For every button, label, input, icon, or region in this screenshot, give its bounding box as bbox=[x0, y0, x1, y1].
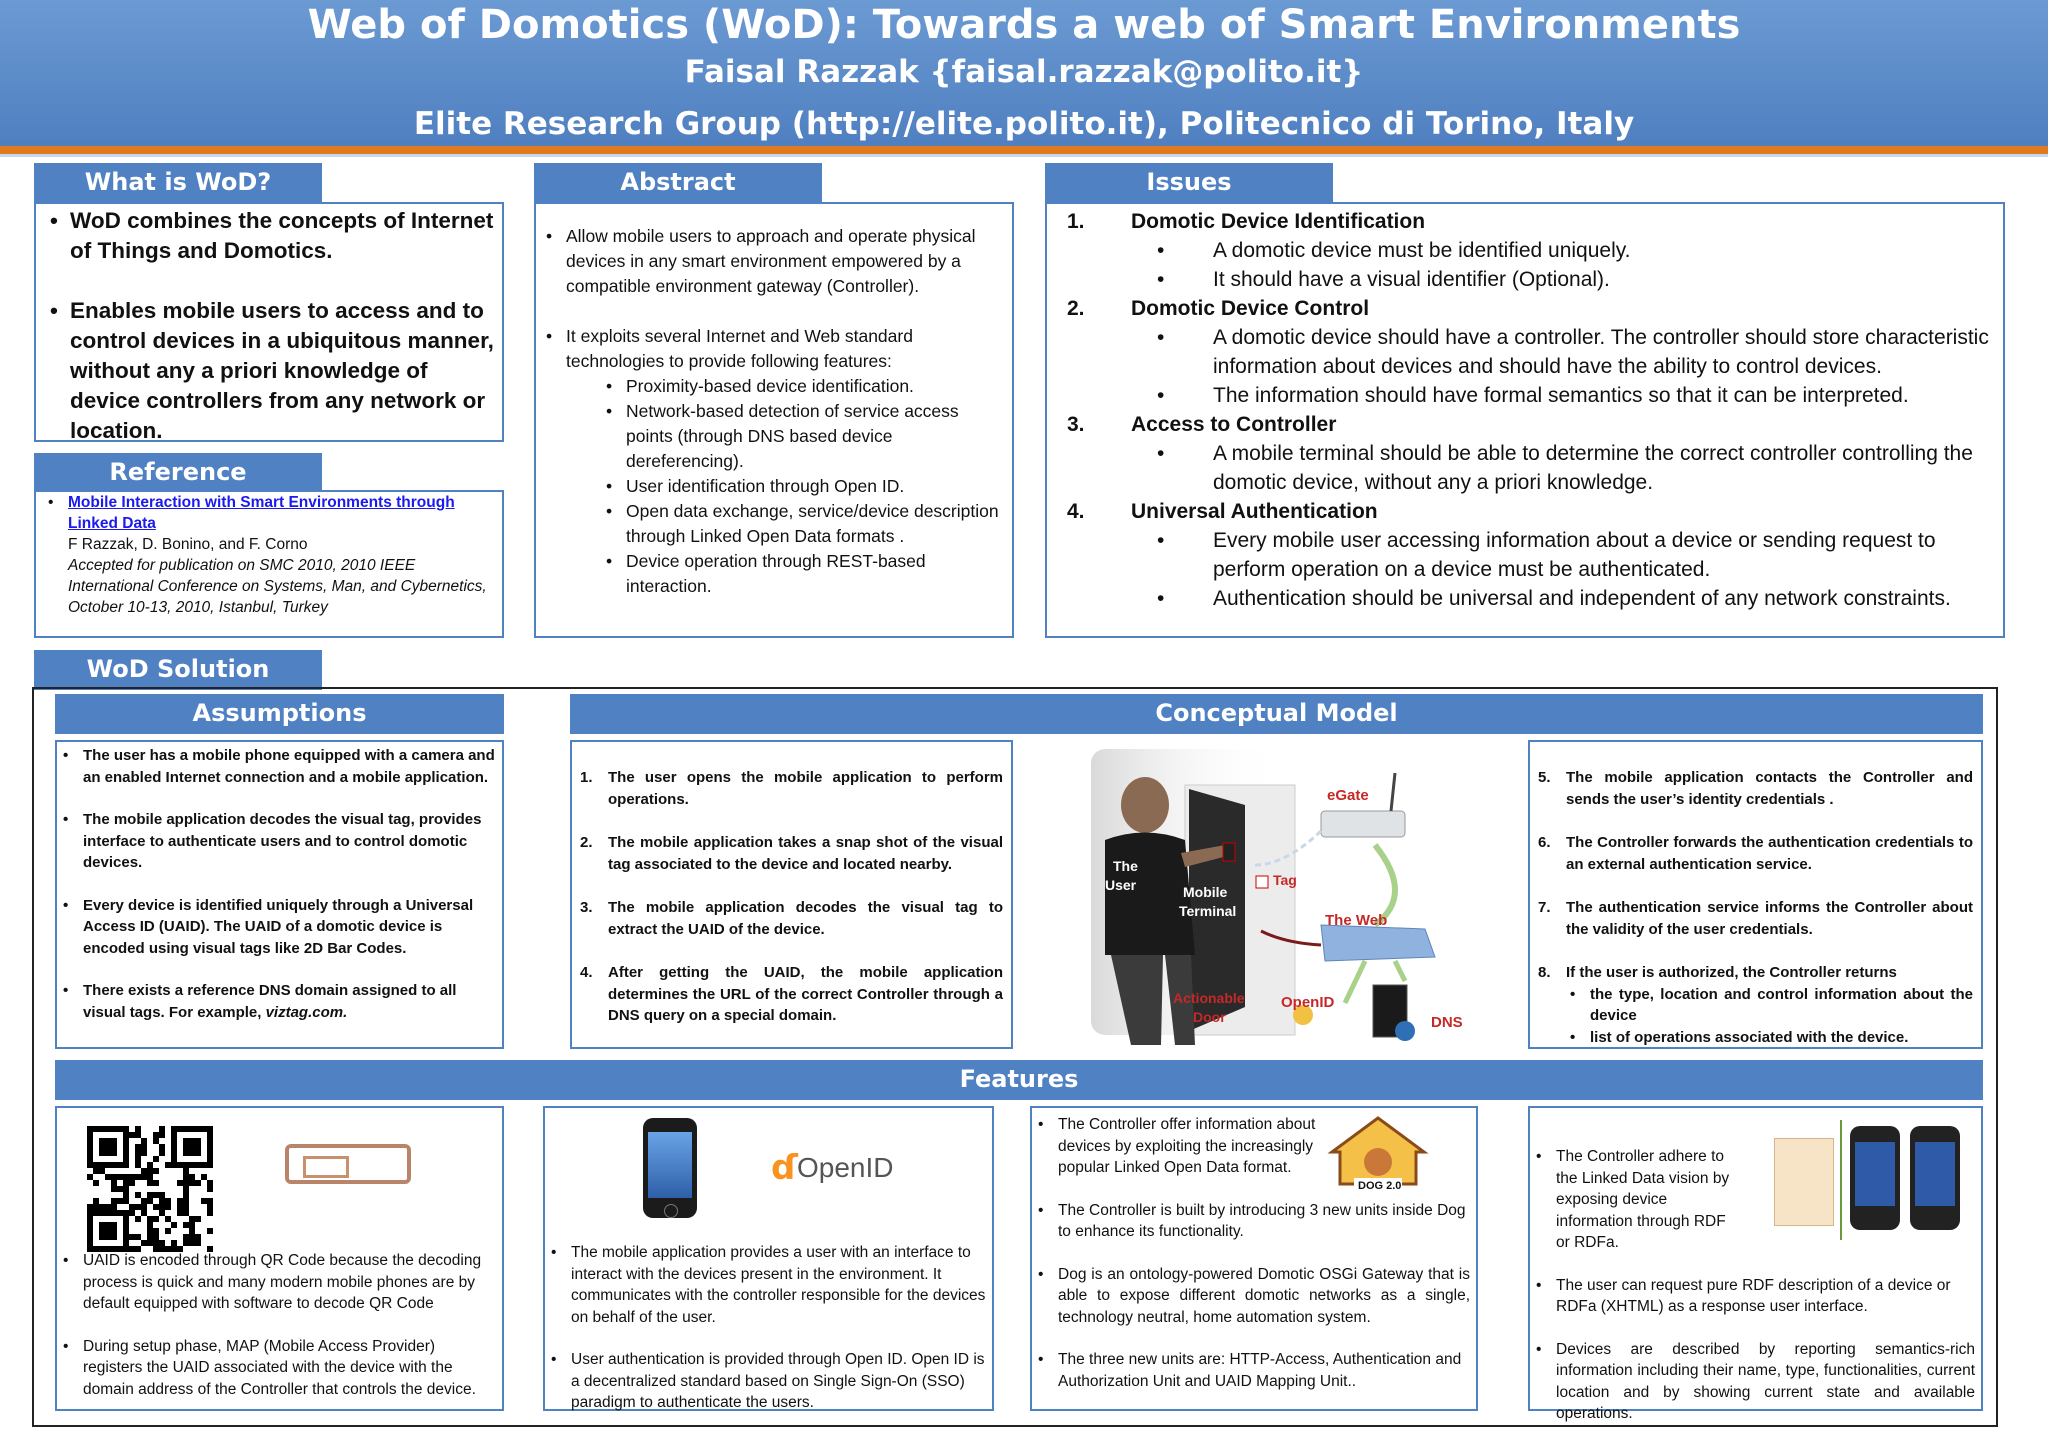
reference-item bbox=[42, 492, 496, 618]
abstract-feature-3: • User identification through Open ID. bbox=[602, 474, 1004, 499]
what-is-heading: What is WoD? bbox=[34, 163, 322, 203]
model-step-8-sub-1: • the type, location and control information about the device bbox=[1566, 984, 1973, 1027]
web-cloud bbox=[1321, 925, 1435, 961]
model-step-8-sub-2: • list of operations associated with the device. bbox=[1566, 1027, 1973, 1049]
issue-4-sub-1: • Every mobile user accessing information about a device or sending request to perform operation on a device must be authenticated. bbox=[1047, 526, 1997, 584]
label-web: The Web bbox=[1325, 912, 1388, 929]
issue-4 bbox=[1047, 497, 1997, 526]
feature-3-item-1: • The Controller is built by introducing 3 new units inside Dog to enhance its functionality. bbox=[1032, 1200, 1470, 1243]
feature-4-item-top: • The Controller adhere to the Linked Data vision by exposing device information through RDF or RDFa. bbox=[1530, 1146, 1975, 1254]
reference-venue: Accepted for publication on SMC 2010, 2010 IEEE International Conference on Systems, Man, and Cybernetics, October 10-13, 2010, Istanbul, Turkey bbox=[68, 557, 487, 616]
model-step-6-text: The Controller forwards the authentication credentials to an external authentication service. bbox=[1566, 834, 1973, 873]
model-step-5 bbox=[1534, 767, 1973, 810]
model-step-1 bbox=[576, 767, 1003, 810]
model-step-3 bbox=[576, 897, 1003, 940]
label-door-line1: Actionable bbox=[1173, 990, 1245, 1006]
feature-2-item-2: • User authentication is provided through Open ID. Open ID is a decentralized standard based on Single Sign-On (SSO) paradigm to authenticate the users. bbox=[545, 1349, 986, 1414]
model-step-4-number: 4. bbox=[580, 964, 593, 981]
person-head bbox=[1121, 777, 1169, 833]
openid-logo-mark: ɗ bbox=[771, 1148, 798, 1188]
rfid-tag-coil bbox=[303, 1156, 349, 1178]
issue-4-title: Universal Authentication bbox=[1131, 500, 1378, 523]
model-step-5-number: 5. bbox=[1538, 769, 1551, 786]
issue-3-number: 3. bbox=[1067, 413, 1085, 436]
feature-1-item-1: • UAID is encoded through QR Code because the decoding process is quick and many modern mobile phones are by default equipped with software to decode QR Code bbox=[57, 1250, 496, 1315]
model-step-6-number: 6. bbox=[1538, 834, 1551, 851]
assumption-2: • The mobile application decodes the visual tag, provides interface to authenticate users and to control domotic devices. bbox=[57, 809, 496, 874]
model-step-7-number: 7. bbox=[1538, 899, 1551, 916]
what-is-item-2: • Enables mobile users to access and to control devices in a ubiquitous manner, without any a priori knowledge of device controllers from any network or location. bbox=[44, 296, 494, 446]
reference-heading: Reference bbox=[34, 453, 322, 493]
issue-1-title: Domotic Device Identification bbox=[1131, 210, 1426, 233]
abstract-feature-4: • Open data exchange, service/device description through Linked Open Data formats . bbox=[602, 499, 1004, 549]
mobile-terminal-shape bbox=[1223, 843, 1235, 861]
poster-header bbox=[0, 0, 2048, 148]
egate-router bbox=[1321, 811, 1405, 837]
dog-logo-text: DOG 2.0 bbox=[1358, 1180, 1402, 1192]
label-tag: Tag bbox=[1273, 872, 1297, 888]
model-step-1-text: The user opens the mobile application to perform operations. bbox=[608, 769, 1003, 808]
assumption-3: • Every device is identified uniquely through a Universal Access ID (UAID). The UAID of a domotic device is encoded using visual tags like 2D Bar Codes. bbox=[57, 895, 496, 960]
feature-3-item-top: • The Controller offer information about devices by exploiting the increasingly popular Linked Open Data format. bbox=[1032, 1114, 1470, 1179]
abstract-item-2-text: • It exploits several Internet and Web standard technologies to provide following features: bbox=[566, 326, 913, 371]
issue-3-title: Access to Controller bbox=[1131, 413, 1337, 436]
features-col-2 bbox=[543, 1106, 994, 1411]
abstract-item-2 bbox=[540, 324, 1004, 599]
issues-box bbox=[1045, 202, 2005, 638]
model-step-7 bbox=[1534, 897, 1973, 940]
issue-4-sub-2: • Authentication should be universal and independent of any network constraints. bbox=[1047, 584, 1997, 613]
model-step-3-number: 3. bbox=[580, 899, 593, 916]
issue-2-sub-1: • A domotic device should have a controller. The controller should store characteristic information about devices and should have the ability to control devices. bbox=[1047, 323, 1997, 381]
tag-shape bbox=[1256, 876, 1268, 888]
abstract-box bbox=[534, 202, 1014, 638]
model-step-7-text: The authentication service informs the Controller about the validity of the user credentials. bbox=[1566, 899, 1973, 938]
abstract-item-1: • Allow mobile users to approach and operate physical devices in any smart environment empowered by a compatible environment gateway (Controller). bbox=[540, 224, 1004, 299]
model-diagram bbox=[1085, 745, 1525, 1045]
link-web-openid bbox=[1345, 961, 1365, 1003]
assumption-4-text: There exists a reference DNS domain assigned to all visual tags. For example, bbox=[83, 982, 457, 1021]
what-is-item-1: • WoD combines the concepts of Internet of Things and Domotics. bbox=[44, 206, 494, 266]
label-terminal-line2: Terminal bbox=[1179, 903, 1237, 919]
model-step-2-number: 2. bbox=[580, 834, 593, 851]
feature-2-item-1: • The mobile application provides a user with an interface to interact with the devices present in the environment. It communicates with the controller responsible for the devices on behalf of the user. bbox=[545, 1242, 986, 1328]
model-step-5-text: The mobile application contacts the Controller and sends the user’s identity credentials . bbox=[1566, 769, 1973, 808]
abstract-feature-1: • Proximity-based device identification. bbox=[602, 374, 1004, 399]
feature-4-item-2: • Devices are described by reporting semantics-rich information including their name, type, functionalities, current location and by showing current state and available operations. bbox=[1530, 1339, 1975, 1425]
model-step-8-text: If the user is authorized, the Controller returns bbox=[1566, 964, 1897, 981]
header-divider bbox=[0, 146, 2048, 154]
assumption-1: • The user has a mobile phone equipped with a camera and an enabled Internet connection and a mobile application. bbox=[57, 745, 496, 788]
label-door-line2: Door bbox=[1193, 1009, 1226, 1025]
issue-1 bbox=[1047, 207, 1997, 236]
issue-1-sub-1: • A domotic device must be identified uniquely. bbox=[1047, 236, 1997, 265]
abstract-heading: Abstract bbox=[534, 163, 822, 203]
model-heading: Conceptual Model bbox=[570, 694, 1983, 734]
feature-3-item-2: • Dog is an ontology-powered Domotic OSGi Gateway that is able to expose different domotic networks as a single, technology neutral, home automation system. bbox=[1032, 1264, 1470, 1329]
assumptions-heading: Assumptions bbox=[55, 694, 504, 734]
abstract-feature-5: • Device operation through REST-based interaction. bbox=[602, 549, 1004, 599]
features-heading: Features bbox=[55, 1060, 1983, 1100]
reference-link[interactable]: Mobile Interaction with Smart Environments through Linked Data bbox=[68, 494, 455, 532]
model-steps-right bbox=[1528, 740, 1983, 1049]
issue-4-number: 4. bbox=[1067, 500, 1085, 523]
iphone-icon bbox=[643, 1118, 697, 1218]
issue-1-number: 1. bbox=[1067, 210, 1085, 233]
model-step-2 bbox=[576, 832, 1003, 875]
issue-3-sub-1: • A mobile terminal should be able to determine the correct controller controlling the domotic device, without any a priori knowledge. bbox=[1047, 439, 1997, 497]
iphone-home-button bbox=[664, 1204, 678, 1218]
rfid-tag-icon bbox=[285, 1144, 411, 1184]
issue-2-sub-2: • The information should have formal semantics so that it can be interpreted. bbox=[1047, 381, 1997, 410]
feature-4-item-1: • The user can request pure RDF description of a device or RDFa (XHTML) as a response user interface. bbox=[1530, 1275, 1975, 1318]
reference-box bbox=[34, 490, 504, 638]
header-divider-light bbox=[0, 154, 2048, 157]
assumption-4-example: viztag.com. bbox=[265, 1003, 348, 1021]
dns-globe bbox=[1395, 1021, 1415, 1041]
feature-3-item-3: • The three new units are: HTTP-Access, Authentication and Authorization Unit and UAID Mapping Unit.. bbox=[1032, 1349, 1470, 1392]
label-terminal-line1: Mobile bbox=[1183, 884, 1228, 900]
model-step-8 bbox=[1534, 962, 1973, 1048]
model-step-6 bbox=[1534, 832, 1973, 875]
poster-author: Faisal Razzak {faisal.razzak@polito.it} bbox=[684, 54, 1364, 90]
label-user-line2: User bbox=[1105, 877, 1137, 893]
issue-1-sub-2: • It should have a visual identifier (Optional). bbox=[1047, 265, 1997, 294]
poster-affiliation: Elite Research Group (http://elite.polito.it), Politecnico di Torino, Italy bbox=[413, 106, 1635, 142]
solution-heading: WoD Solution bbox=[34, 650, 322, 690]
issue-2-number: 2. bbox=[1067, 297, 1085, 320]
issue-2 bbox=[1047, 294, 1997, 323]
model-step-4-text: After getting the UAID, the mobile application determines the URL of the correct Controller through a DNS query on a special domain. bbox=[608, 964, 1003, 1024]
model-steps-left bbox=[570, 740, 1013, 1049]
link-web-dns bbox=[1395, 961, 1405, 981]
qr-code-icon bbox=[87, 1126, 213, 1252]
assumption-4 bbox=[57, 980, 496, 1023]
openid-logo-text: OpenID bbox=[797, 1152, 894, 1183]
abstract-feature-2: • Network-based detection of service access points (through DNS based device dereferencing). bbox=[602, 399, 1004, 474]
reference-authors: F Razzak, D. Bonino, and F. Corno bbox=[68, 536, 308, 553]
model-step-2-text: The mobile application takes a snap shot of the visual tag associated to the device and located nearby. bbox=[608, 834, 1003, 873]
issues-heading: Issues bbox=[1045, 163, 1333, 203]
label-openid: OpenID bbox=[1281, 994, 1335, 1011]
egate-antenna bbox=[1391, 773, 1395, 811]
assumptions-box bbox=[55, 740, 504, 1049]
model-step-4 bbox=[576, 962, 1003, 1027]
label-dns: DNS bbox=[1431, 1014, 1463, 1031]
feature-1-item-2: • During setup phase, MAP (Mobile Access Provider) registers the UAID associated with the device with the domain address of the Controller that controls the device. bbox=[57, 1336, 496, 1401]
poster-title: Web of Domotics (WoD): Towards a web of Smart Environments bbox=[307, 2, 1741, 48]
openid-logo bbox=[771, 1148, 894, 1188]
issue-3 bbox=[1047, 410, 1997, 439]
iphone-screen bbox=[648, 1132, 692, 1198]
model-step-3-text: The mobile application decodes the visual tag to extract the UAID of the device. bbox=[608, 899, 1003, 938]
features-col-4 bbox=[1528, 1106, 1983, 1422]
person-torso bbox=[1105, 833, 1195, 956]
model-diagram-svg bbox=[1085, 745, 1525, 1045]
model-step-1-number: 1. bbox=[580, 769, 593, 786]
issue-2-title: Domotic Device Control bbox=[1131, 297, 1370, 320]
label-user-line1: The bbox=[1113, 858, 1138, 874]
features-col-1 bbox=[55, 1106, 504, 1411]
model-step-8-number: 8. bbox=[1538, 964, 1551, 981]
what-is-box bbox=[34, 202, 504, 442]
label-egate: eGate bbox=[1327, 787, 1369, 804]
features-col-3 bbox=[1030, 1106, 1478, 1411]
